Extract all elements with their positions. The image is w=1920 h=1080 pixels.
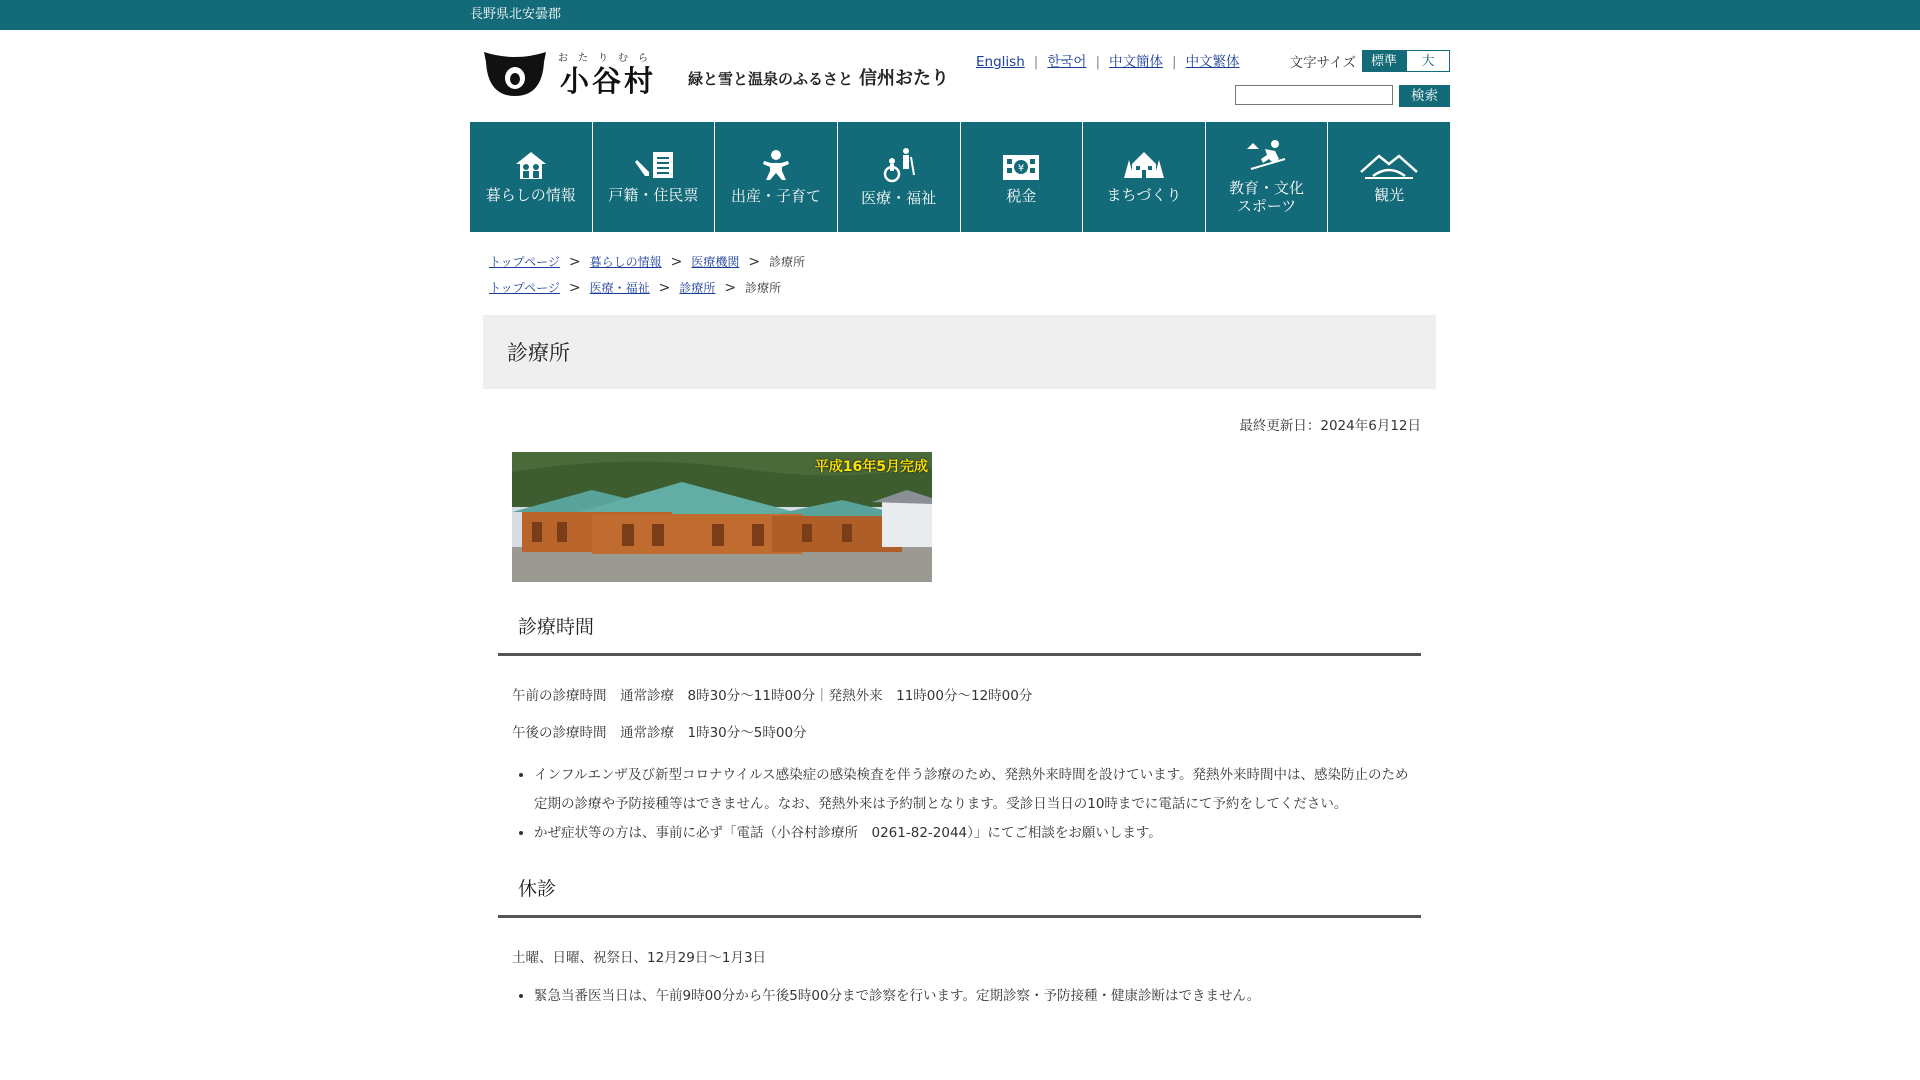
nav-item-tourism[interactable] [1328, 122, 1450, 232]
document-pen-icon [631, 150, 675, 180]
nav-item-label: 教育・文化 スポーツ [1229, 179, 1305, 215]
nav-item-label: 暮らしの情報 [485, 186, 576, 204]
lang-separator: | [1033, 54, 1039, 70]
nav-item-family-register[interactable] [593, 122, 715, 232]
nav-item-label: 税金 [1006, 187, 1037, 205]
breadcrumb-separator: > [724, 280, 737, 296]
lang-separator: | [1095, 54, 1100, 70]
list-item: • 緊急当番医当日は、午前9時00分から午後5時00分まで診察を行います。定期診察・予防接種・健康診断はできません。 [534, 982, 1410, 1011]
search-button[interactable]: 検索 [1399, 85, 1450, 107]
town-icon [1122, 150, 1166, 180]
breadcrumbs [470, 249, 1450, 301]
font-size-large-button[interactable]: 大 [1406, 50, 1450, 72]
page-title: 診療所 [507, 341, 570, 365]
nav-item-education-culture-sports[interactable] [1206, 122, 1328, 232]
nav-item-tax[interactable] [961, 122, 1083, 232]
breadcrumb-separator: > [568, 254, 581, 270]
svg-text:¥: ¥ [1018, 163, 1025, 174]
clinic-photo [512, 452, 932, 582]
village-emblem-icon [482, 48, 548, 98]
list-item: • かぜ症状等の方は、事前に必ず「電話（小谷村診療所 0261-82-2044）」にてご相談をお願いします。 [534, 819, 1410, 848]
people-house-icon [514, 150, 548, 180]
site-header [470, 30, 1450, 122]
closed-days: 土曜、日曜、祝祭日、12月29日～1月3日 [512, 950, 767, 966]
nav-item-childcare[interactable] [715, 122, 837, 232]
region-label: 長野県北安曇郡 [470, 7, 562, 22]
wheelchair-icon [881, 147, 917, 183]
breadcrumb-link[interactable]: 暮らしの情報 [589, 255, 662, 269]
lang-english-link[interactable]: English [976, 54, 1025, 70]
section-heading-hours: 診療時間 [498, 612, 1421, 656]
lang-chinese-simplified-link[interactable]: 中文簡体 [1109, 54, 1163, 70]
nav-item-label: まちづくり [1106, 186, 1182, 204]
breadcrumb-current: 診療所 [769, 255, 806, 269]
search-input[interactable] [1235, 85, 1393, 105]
global-nav [470, 122, 1450, 232]
breadcrumb-separator: > [670, 254, 683, 270]
breadcrumb-link[interactable]: トップページ [489, 255, 560, 269]
hours-morning: 午前の診療時間 通常診療 8時30分～11時00分｜発熱外来 11時00分～12時00分 [512, 688, 1033, 704]
lang-korean-link[interactable]: 한국어 [1047, 54, 1087, 70]
site-search [1235, 85, 1450, 107]
list-item: • インフルエンザ及び新型コロナウイルス感染症の感染検査を伴う診療のため、発熱外来時間を設けています。発熱外来時間中は、感染防止のため定期の診療や予防接種等はできません。なお、発熱外来は予約制となります。受診日当日の10時までに電話にて予約をしてください。 [534, 761, 1410, 819]
page-title-box [483, 315, 1436, 389]
photo-caption: 平成16年5月完成 [814, 459, 928, 475]
child-icon [759, 149, 793, 181]
breadcrumb-link[interactable]: トップページ [489, 281, 560, 295]
logo-ruby: おたりむら [558, 53, 658, 64]
catchphrase-big: 信州おたり [859, 68, 950, 89]
nav-item-label: 出産・子育て [731, 187, 822, 205]
breadcrumb-separator: > [658, 280, 671, 296]
breadcrumb [489, 249, 1450, 275]
breadcrumb-link[interactable]: 医療機関 [691, 255, 740, 269]
hours-notes [512, 761, 1410, 848]
logo-name: 小谷村 [559, 64, 656, 98]
closed-notes [512, 982, 1410, 1011]
hours-afternoon: 午後の診療時間 通常診療 1時30分～5時00分 [512, 725, 807, 741]
font-size-standard-button[interactable]: 標準 [1362, 50, 1406, 72]
nav-item-label: 戸籍・住民票 [608, 186, 699, 204]
breadcrumb-separator: > [748, 254, 761, 270]
yen-building-icon [1001, 149, 1041, 181]
breadcrumb-current: 診療所 [745, 281, 782, 295]
catchphrase [688, 64, 949, 90]
site-logo[interactable] [482, 48, 658, 98]
nav-item-label: 観光 [1374, 186, 1405, 204]
section-heading-closed: 休診 [498, 874, 1421, 918]
last-updated: 最終更新日：2024年6月12日 [1239, 418, 1421, 434]
breadcrumb-separator: > [568, 280, 581, 296]
breadcrumb-link[interactable]: 医療・福祉 [589, 281, 650, 295]
mountain-icon [1359, 150, 1419, 180]
lang-chinese-traditional-link[interactable]: 中文繁体 [1185, 54, 1240, 70]
nav-item-living[interactable] [470, 122, 592, 232]
nav-item-town-planning[interactable] [1083, 122, 1205, 232]
lang-separator: | [1172, 54, 1177, 70]
font-size-switcher [1290, 50, 1450, 72]
nav-item-medical-welfare[interactable] [838, 122, 960, 232]
ski-icon [1245, 139, 1289, 173]
nav-item-label: 医療・福祉 [861, 189, 937, 207]
font-size-label: 文字サイズ [1289, 55, 1356, 71]
breadcrumb [489, 275, 1450, 301]
top-bar [0, 0, 1920, 30]
catchphrase-small: 緑と雪と温泉のふるさと [688, 70, 854, 88]
language-links [976, 50, 1240, 70]
breadcrumb-link[interactable]: 診療所 [679, 281, 716, 295]
